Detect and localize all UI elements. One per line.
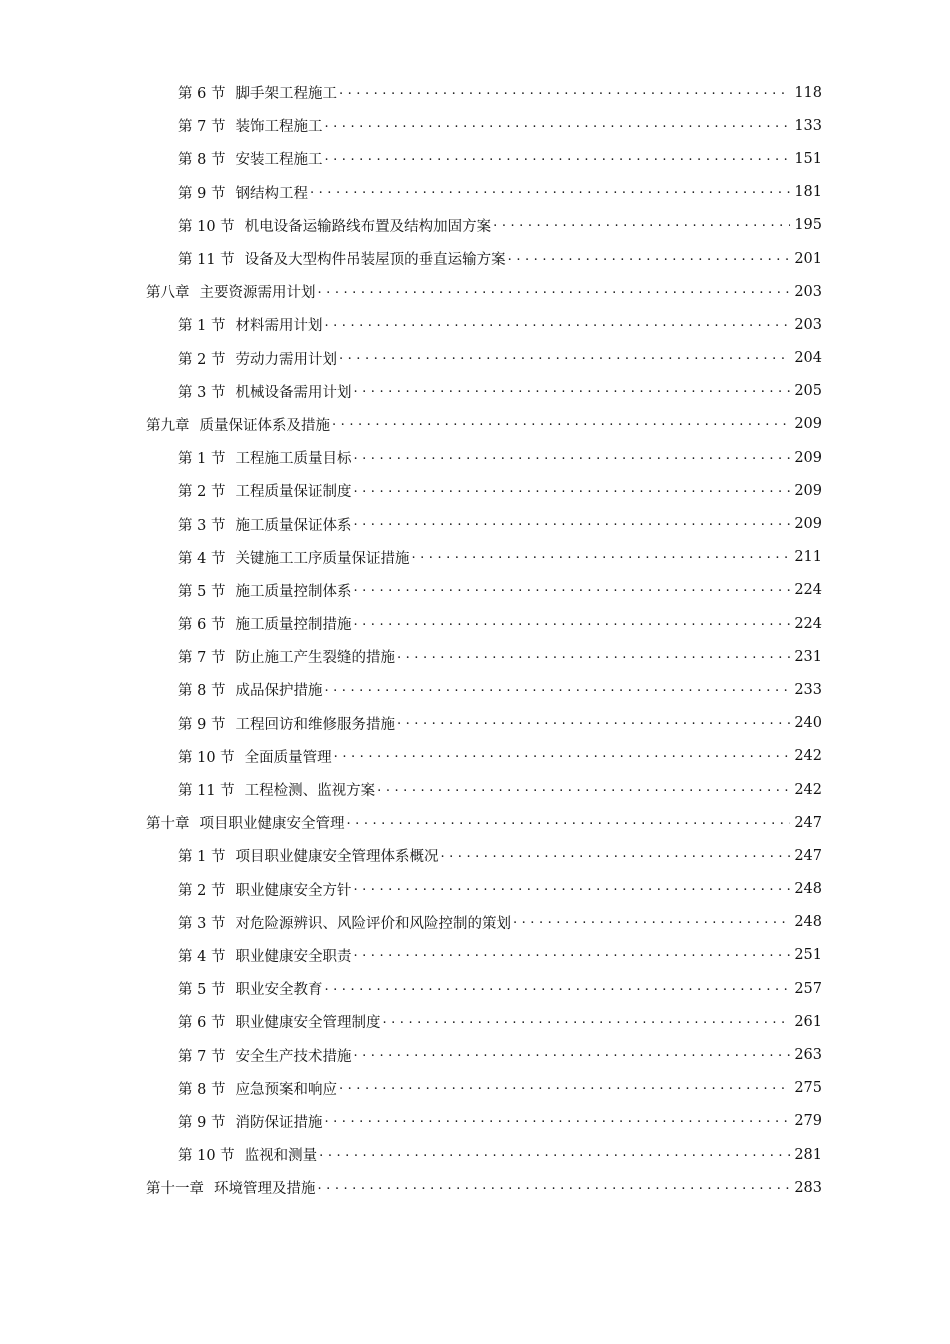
toc-entry-number: 第 7 节 — [178, 1048, 226, 1065]
toc-entry-label — [178, 348, 337, 369]
toc-section-entry[interactable] — [0, 640, 950, 673]
toc-entry-title: 钢结构工程 — [235, 185, 308, 202]
toc-page-number: 283 — [794, 1179, 822, 1196]
toc-section-entry[interactable] — [0, 308, 950, 341]
toc-entry-label — [178, 480, 351, 501]
dot-leader — [353, 451, 790, 465]
toc-entry-number: 第 2 节 — [178, 484, 226, 501]
dot-leader — [324, 119, 790, 133]
toc-entry-title: 设备及大型构件吊装屋顶的垂直运输方案 — [244, 252, 506, 269]
dot-leader — [353, 517, 790, 531]
toc-entry-number: 第 7 节 — [178, 650, 226, 667]
toc-entry-label — [178, 115, 322, 136]
dot-leader — [332, 417, 790, 431]
toc-entry-label — [178, 248, 506, 269]
toc-section-entry[interactable] — [0, 441, 950, 474]
toc-section-entry[interactable] — [0, 707, 950, 740]
toc-section-entry[interactable] — [0, 773, 950, 806]
toc-entry-label — [178, 1111, 322, 1132]
toc-entry-number: 第 9 节 — [178, 185, 226, 202]
toc-section-entry[interactable] — [0, 76, 950, 109]
toc-entry-label — [178, 447, 351, 468]
toc-entry-title: 成品保护措施 — [235, 683, 323, 700]
toc-entry-label — [178, 912, 511, 933]
toc-page-number: 209 — [794, 449, 822, 466]
toc-entry-number: 第十章 — [146, 816, 190, 833]
dot-leader — [513, 915, 790, 929]
toc-entry-number: 第 10 节 — [178, 1148, 235, 1165]
toc-entry-title: 职业健康安全方针 — [235, 882, 352, 899]
toc-page-number: 151 — [794, 150, 822, 167]
toc-page-number: 242 — [794, 781, 822, 798]
dot-leader — [440, 849, 790, 863]
toc-entry-label — [178, 314, 322, 335]
dot-leader — [324, 318, 790, 332]
dot-leader — [353, 583, 790, 597]
toc-entry-title: 应急预案和响应 — [235, 1081, 337, 1098]
toc-page-number: 275 — [794, 1080, 822, 1097]
toc-entry-title: 关键施工工序质量保证措施 — [235, 550, 410, 567]
toc-entry-title: 全面质量管理 — [244, 749, 332, 766]
toc-entry-number: 第 8 节 — [178, 152, 226, 169]
toc-entry-title: 工程施工质量目标 — [235, 451, 352, 468]
toc-page-number: 195 — [794, 217, 822, 234]
dot-leader — [347, 816, 791, 830]
toc-page-number: 209 — [794, 482, 822, 499]
toc-entry-label — [178, 679, 322, 700]
toc-entry-label — [178, 82, 337, 103]
toc-entry-number: 第 2 节 — [178, 882, 226, 899]
toc-entry-title: 项目职业健康安全管理体系概况 — [235, 849, 439, 866]
toc-entry-title: 安装工程施工 — [235, 152, 323, 169]
toc-entry-number: 第 10 节 — [178, 218, 235, 235]
toc-entry-title: 施工质量保证体系 — [235, 517, 352, 534]
toc-section-entry[interactable] — [0, 1005, 950, 1038]
dot-leader — [324, 1114, 790, 1128]
toc-entry-number: 第 2 节 — [178, 351, 226, 368]
toc-page-number: 240 — [794, 715, 822, 732]
toc-section-entry[interactable] — [0, 209, 950, 242]
toc-entry-number: 第 1 节 — [178, 849, 226, 866]
toc-page-number: 281 — [794, 1146, 822, 1163]
toc-entry-number: 第 4 节 — [178, 948, 226, 965]
toc-page-number: 242 — [794, 748, 822, 765]
toc-entry-title: 消防保证措施 — [235, 1114, 323, 1131]
toc-section-entry[interactable] — [0, 1105, 950, 1138]
toc-entry-title: 施工质量控制体系 — [235, 583, 352, 600]
toc-entry-label — [178, 713, 395, 734]
toc-entry-label — [178, 182, 308, 203]
toc-entry-number: 第 6 节 — [178, 86, 226, 103]
dot-leader — [353, 948, 790, 962]
toc-entry-label — [178, 879, 351, 900]
toc-entry-title: 装饰工程施工 — [235, 119, 323, 136]
toc-entry-label — [146, 1177, 316, 1198]
toc-entry-number: 第 11 节 — [178, 252, 235, 269]
toc-entry-number: 第九章 — [146, 417, 190, 434]
toc-entry-title: 监视和测量 — [244, 1148, 318, 1165]
toc-entry-number: 第 5 节 — [178, 982, 226, 999]
toc-entry-number: 第 6 节 — [178, 617, 226, 634]
toc-entry-label — [178, 746, 332, 767]
dot-leader — [324, 152, 790, 166]
toc-entry-number: 第 3 节 — [178, 517, 226, 534]
toc-entry-title: 施工质量控制措施 — [235, 617, 352, 634]
toc-section-entry[interactable] — [0, 109, 950, 142]
toc-section-entry[interactable] — [0, 541, 950, 574]
toc-entry-number: 第 6 节 — [178, 1015, 226, 1032]
toc-section-entry[interactable] — [0, 939, 950, 972]
toc-entry-label — [178, 381, 351, 402]
toc-entry-number: 第 3 节 — [178, 384, 226, 401]
toc-page-number: 233 — [794, 681, 822, 698]
toc-chapter-entry[interactable] — [0, 1171, 950, 1204]
toc-entry-label — [178, 945, 351, 966]
toc-section-entry[interactable] — [0, 740, 950, 773]
toc-section-entry[interactable] — [0, 474, 950, 507]
toc-entry-number: 第 5 节 — [178, 583, 226, 600]
dot-leader — [411, 550, 790, 564]
dot-leader — [310, 185, 790, 199]
dot-leader — [318, 1181, 791, 1195]
toc-entry-title: 机电设备运输路线布置及结构加固方案 — [244, 218, 492, 235]
toc-page-number: 133 — [794, 117, 822, 134]
toc-page-number: 248 — [794, 881, 822, 898]
dot-leader — [382, 1015, 790, 1029]
toc-page-number: 263 — [794, 1047, 822, 1064]
toc-entry-title: 机械设备需用计划 — [235, 384, 352, 401]
toc-entry-title: 工程质量保证制度 — [235, 484, 352, 501]
dot-leader — [353, 484, 790, 498]
dot-leader — [377, 783, 790, 797]
toc-section-entry[interactable] — [0, 375, 950, 408]
toc-entry-number: 第 9 节 — [178, 716, 226, 733]
toc-entry-label — [146, 281, 316, 302]
toc-chapter-entry[interactable] — [0, 806, 950, 839]
toc-page-number: 248 — [794, 914, 822, 931]
toc-entry-title: 项目职业健康安全管理 — [199, 816, 345, 833]
toc-entry-number: 第 9 节 — [178, 1114, 226, 1131]
toc-entry-number: 第 10 节 — [178, 749, 235, 766]
toc-section-entry[interactable] — [0, 507, 950, 540]
toc-entry-number: 第八章 — [146, 285, 190, 302]
toc-entry-label — [178, 547, 409, 568]
toc-entry-title: 环境管理及措施 — [214, 1181, 316, 1198]
toc-page-number: 209 — [794, 516, 822, 533]
toc-entry-label — [178, 1144, 317, 1165]
toc-page-number: 247 — [794, 814, 822, 831]
dot-leader — [339, 351, 790, 365]
toc-page-number: 181 — [794, 184, 822, 201]
toc-entry-title: 工程回访和维修服务措施 — [235, 716, 395, 733]
toc-entry-number: 第 11 节 — [178, 783, 235, 800]
toc-page-number: 261 — [794, 1013, 822, 1030]
toc-entry-title: 脚手架工程施工 — [235, 86, 337, 103]
toc-entry-number: 第 4 节 — [178, 550, 226, 567]
toc-entry-label — [178, 1011, 380, 1032]
toc-page-number: 201 — [794, 250, 822, 267]
toc-section-entry[interactable] — [0, 873, 950, 906]
toc-entry-label — [178, 514, 351, 535]
toc-section-entry[interactable] — [0, 1072, 950, 1105]
toc-section-entry[interactable] — [0, 607, 950, 640]
toc-page-number: 205 — [794, 383, 822, 400]
toc-entry-number: 第 1 节 — [178, 451, 226, 468]
toc-entry-label — [178, 646, 395, 667]
dot-leader — [493, 218, 790, 232]
toc-entry-title: 材料需用计划 — [235, 318, 323, 335]
toc-entry-number: 第 8 节 — [178, 683, 226, 700]
dot-leader — [353, 1048, 790, 1062]
dot-leader — [324, 982, 790, 996]
toc-page-number: 211 — [794, 549, 822, 566]
toc-entry-title: 工程检测、监视方案 — [244, 783, 376, 800]
toc-section-entry[interactable] — [0, 142, 950, 175]
toc-section-entry[interactable] — [0, 972, 950, 1005]
toc-entry-label — [178, 1078, 337, 1099]
toc-entry-number: 第 8 节 — [178, 1081, 226, 1098]
dot-leader — [397, 650, 790, 664]
toc-entry-label — [178, 779, 375, 800]
toc-page-number: 209 — [794, 416, 822, 433]
toc-entry-title: 质量保证体系及措施 — [199, 417, 330, 434]
toc-page-number: 224 — [794, 615, 822, 632]
dot-leader — [339, 86, 790, 100]
toc-entry-title: 对危险源辨识、风险评价和风险控制的策划 — [235, 915, 511, 932]
toc-section-entry[interactable] — [0, 1038, 950, 1071]
toc-section-entry[interactable] — [0, 673, 950, 706]
toc-page-number: 251 — [794, 947, 822, 964]
toc-section-entry[interactable] — [0, 342, 950, 375]
toc-entry-title: 职业健康安全管理制度 — [235, 1015, 381, 1032]
toc-section-entry[interactable] — [0, 839, 950, 872]
toc-entry-label — [178, 978, 322, 999]
dot-leader — [353, 882, 790, 896]
toc-entry-title: 主要资源需用计划 — [199, 285, 316, 302]
toc-section-entry[interactable] — [0, 574, 950, 607]
toc-page-number: 257 — [794, 980, 822, 997]
toc-entry-number: 第 3 节 — [178, 915, 226, 932]
dot-leader — [339, 1081, 790, 1095]
toc-entry-label — [178, 580, 351, 601]
toc-section-entry[interactable] — [0, 906, 950, 939]
toc-entry-label — [178, 148, 322, 169]
toc-page-number: 279 — [794, 1113, 822, 1130]
dot-leader — [334, 749, 790, 763]
toc-page-number: 224 — [794, 582, 822, 599]
dot-leader — [508, 252, 790, 266]
toc-entry-label — [146, 414, 330, 435]
toc-entry-label — [178, 845, 438, 866]
dot-leader — [397, 716, 790, 730]
dot-leader — [353, 384, 790, 398]
toc-section-entry[interactable] — [0, 1138, 950, 1171]
dot-leader — [318, 285, 791, 299]
toc-section-entry[interactable] — [0, 176, 950, 209]
table-of-contents — [0, 76, 950, 1204]
toc-entry-label — [178, 1045, 351, 1066]
toc-page-number: 204 — [794, 350, 822, 367]
dot-leader — [353, 617, 790, 631]
toc-entry-number: 第 1 节 — [178, 318, 226, 335]
toc-entry-number: 第十一章 — [146, 1181, 204, 1198]
dot-leader — [319, 1148, 790, 1162]
toc-entry-title: 劳动力需用计划 — [235, 351, 337, 368]
dot-leader — [324, 683, 790, 697]
toc-entry-number: 第 7 节 — [178, 119, 226, 136]
toc-entry-label — [178, 215, 491, 236]
toc-entry-title: 安全生产技术措施 — [235, 1048, 352, 1065]
toc-chapter-entry[interactable] — [0, 408, 950, 441]
toc-page-number: 203 — [794, 316, 822, 333]
toc-page-number: 247 — [794, 847, 822, 864]
toc-page-number: 118 — [794, 84, 822, 101]
toc-chapter-entry[interactable] — [0, 275, 950, 308]
toc-entry-title: 防止施工产生裂缝的措施 — [235, 650, 395, 667]
toc-entry-label — [178, 613, 351, 634]
toc-entry-title: 职业安全教育 — [235, 982, 323, 999]
toc-page-number: 231 — [794, 648, 822, 665]
toc-entry-label — [146, 812, 345, 833]
toc-entry-title: 职业健康安全职责 — [235, 948, 352, 965]
toc-section-entry[interactable] — [0, 242, 950, 275]
toc-page-number: 203 — [794, 283, 822, 300]
